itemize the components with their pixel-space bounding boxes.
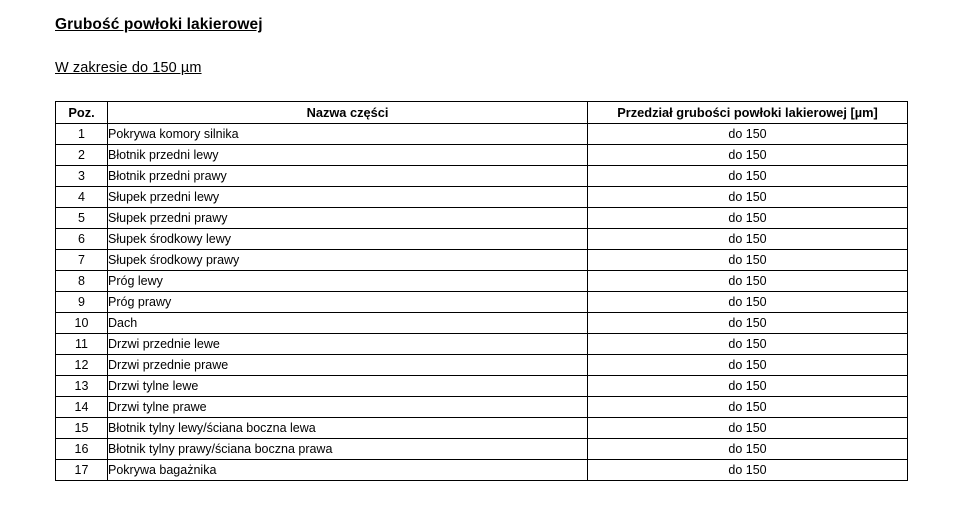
table-row <box>56 124 908 145</box>
cell-thickness-range: do 150 <box>588 250 908 271</box>
cell-thickness-range: do 150 <box>588 460 908 481</box>
cell-part-name: Błotnik przedni lewy <box>108 145 588 166</box>
cell-thickness-range: do 150 <box>588 208 908 229</box>
cell-thickness-range: do 150 <box>588 313 908 334</box>
cell-position: 14 <box>56 397 108 418</box>
cell-part-name: Błotnik tylny prawy/ściana boczna prawa <box>108 439 588 460</box>
cell-position: 16 <box>56 439 108 460</box>
cell-part-name: Dach <box>108 313 588 334</box>
cell-part-name: Słupek przedni lewy <box>108 187 588 208</box>
page-title: Grubość powłoki lakierowej <box>55 16 263 33</box>
cell-position: 9 <box>56 292 108 313</box>
cell-thickness-range: do 150 <box>588 271 908 292</box>
cell-thickness-range: do 150 <box>588 376 908 397</box>
cell-position: 1 <box>56 124 108 145</box>
table-row <box>56 166 908 187</box>
cell-thickness-range: do 150 <box>588 418 908 439</box>
column-header-part-name: Nazwa części <box>108 102 588 124</box>
cell-thickness-range: do 150 <box>588 355 908 376</box>
table-row <box>56 460 908 481</box>
table-row <box>56 229 908 250</box>
cell-thickness-range: do 150 <box>588 397 908 418</box>
cell-position: 10 <box>56 313 108 334</box>
cell-thickness-range: do 150 <box>588 187 908 208</box>
cell-thickness-range: do 150 <box>588 166 908 187</box>
cell-part-name: Próg prawy <box>108 292 588 313</box>
cell-part-name: Pokrywa bagażnika <box>108 460 588 481</box>
cell-position: 15 <box>56 418 108 439</box>
cell-part-name: Pokrywa komory silnika <box>108 124 588 145</box>
table-row <box>56 292 908 313</box>
table-row <box>56 250 908 271</box>
table-row <box>56 418 908 439</box>
table-row <box>56 145 908 166</box>
table-row <box>56 355 908 376</box>
cell-thickness-range: do 150 <box>588 145 908 166</box>
cell-part-name: Drzwi przednie lewe <box>108 334 588 355</box>
table-row <box>56 334 908 355</box>
table-row <box>56 271 908 292</box>
table-header-row <box>56 102 908 124</box>
section-subtitle: W zakresie do 150 µm <box>55 60 202 76</box>
table-row <box>56 208 908 229</box>
column-header-position: Poz. <box>56 102 108 124</box>
column-header-thickness-range: Przedział grubości powłoki lakierowej [µm] <box>588 102 908 124</box>
cell-position: 12 <box>56 355 108 376</box>
cell-part-name: Słupek środkowy lewy <box>108 229 588 250</box>
cell-thickness-range: do 150 <box>588 334 908 355</box>
cell-part-name: Słupek środkowy prawy <box>108 250 588 271</box>
cell-part-name: Drzwi przednie prawe <box>108 355 588 376</box>
cell-position: 6 <box>56 229 108 250</box>
cell-position: 2 <box>56 145 108 166</box>
table-row <box>56 397 908 418</box>
cell-thickness-range: do 150 <box>588 439 908 460</box>
cell-thickness-range: do 150 <box>588 229 908 250</box>
table-body <box>56 124 908 481</box>
cell-position: 4 <box>56 187 108 208</box>
cell-position: 5 <box>56 208 108 229</box>
table-row <box>56 187 908 208</box>
table-row <box>56 376 908 397</box>
cell-thickness-range: do 150 <box>588 124 908 145</box>
cell-part-name: Słupek przedni prawy <box>108 208 588 229</box>
table-row <box>56 313 908 334</box>
cell-part-name: Drzwi tylne prawe <box>108 397 588 418</box>
cell-position: 3 <box>56 166 108 187</box>
cell-part-name: Błotnik przedni prawy <box>108 166 588 187</box>
cell-position: 13 <box>56 376 108 397</box>
cell-position: 8 <box>56 271 108 292</box>
cell-position: 17 <box>56 460 108 481</box>
cell-part-name: Błotnik tylny lewy/ściana boczna lewa <box>108 418 588 439</box>
table-header <box>56 102 908 124</box>
thickness-table-container <box>55 101 907 481</box>
paint-thickness-table <box>55 101 908 481</box>
cell-part-name: Drzwi tylne lewe <box>108 376 588 397</box>
table-row <box>56 439 908 460</box>
cell-position: 7 <box>56 250 108 271</box>
cell-part-name: Próg lewy <box>108 271 588 292</box>
cell-thickness-range: do 150 <box>588 292 908 313</box>
cell-position: 11 <box>56 334 108 355</box>
